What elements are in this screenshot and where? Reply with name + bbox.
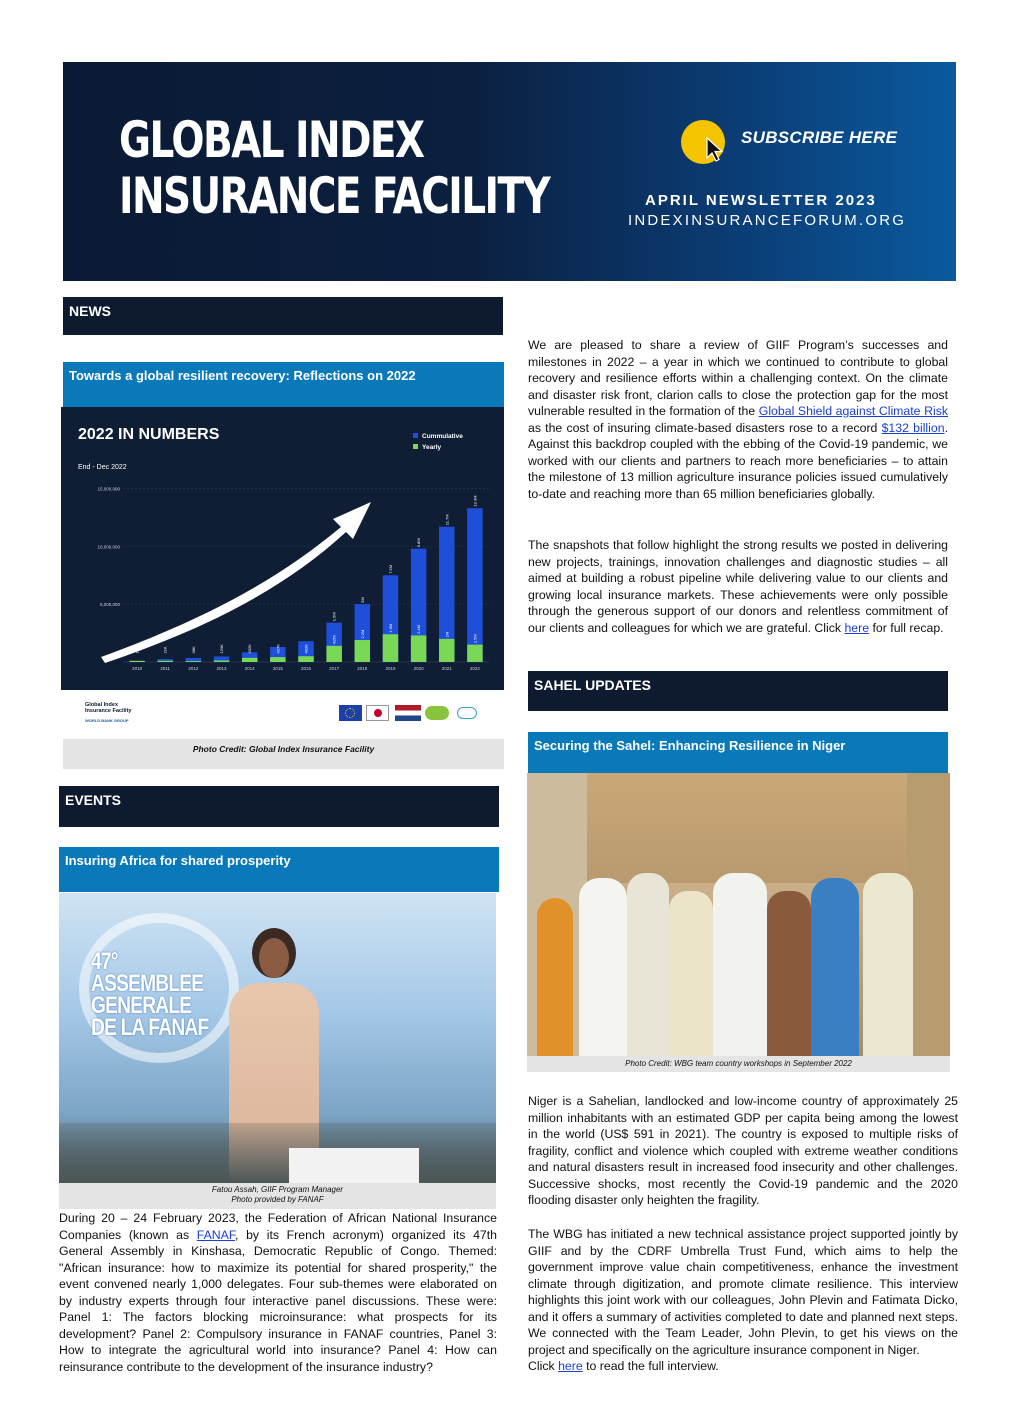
data-label-yearly: 2M bbox=[444, 631, 450, 638]
fanaf-caption-line2: Photo provided by FANAF bbox=[231, 1195, 324, 1204]
x-tick-label: 2017 bbox=[329, 666, 340, 671]
conference-table bbox=[289, 1148, 419, 1183]
news-paragraph-1 bbox=[528, 337, 948, 502]
news-p1-text-a: We are pleased to share a review of GIIF Program’s successes and milestones in 2022 – a year in which we continued to contribute to global recovery and resilience efforts within a challenging context. On the climate and disaster risk front, clarion calls to close the protection gap for the most vulnerable resulted in the formation of the bbox=[528, 338, 948, 418]
person-figure bbox=[713, 873, 767, 1056]
bar-yearly bbox=[355, 640, 370, 662]
y-tick-label: 15,000,000 bbox=[97, 486, 120, 492]
x-tick-label: 2022 bbox=[469, 666, 480, 671]
banner-title bbox=[119, 112, 549, 224]
data-label-yearly: 415K bbox=[331, 634, 337, 645]
partner-logo-blue-icon bbox=[457, 707, 477, 719]
giif-logo bbox=[85, 702, 131, 724]
events-subheader-label: Insuring Africa for shared prosperity bbox=[65, 853, 291, 868]
news-paragraph-2 bbox=[528, 537, 948, 636]
fanaf-caption-line1: Fatou Assah, GIIF Program Manager bbox=[211, 1185, 344, 1194]
banner-title-line2: INSURANCE FACILITY bbox=[119, 167, 550, 225]
data-label-cumulative: 11.7M bbox=[444, 514, 450, 526]
bar-yearly bbox=[214, 660, 229, 662]
person-figure bbox=[627, 873, 669, 1056]
sahel-header-label: SAHEL UPDATES bbox=[534, 677, 651, 693]
person-figure bbox=[537, 898, 573, 1056]
bar-yearly bbox=[411, 635, 426, 662]
fanaf-backdrop-line2: ASSEMBLEE bbox=[91, 970, 204, 997]
bar-yearly bbox=[298, 656, 313, 662]
subscribe-link[interactable]: SUBSCRIBE HERE bbox=[741, 128, 898, 147]
132-billion-link[interactable]: $132 billion bbox=[881, 420, 945, 435]
legend-label: Yearly bbox=[422, 444, 442, 451]
bar-yearly bbox=[186, 661, 201, 662]
niger-workshop-photo bbox=[527, 773, 950, 1056]
wbg-logo-text: WORLD BANK GROUP bbox=[85, 718, 129, 723]
x-tick-label: 2013 bbox=[216, 666, 227, 671]
chart-svg bbox=[61, 407, 504, 690]
japan-flag-icon bbox=[366, 705, 389, 721]
sahel-subheader bbox=[528, 732, 948, 773]
bar-yearly bbox=[467, 645, 482, 662]
data-label-yearly: 402K bbox=[303, 644, 309, 654]
eu-flag-icon bbox=[339, 705, 362, 721]
sahel-paragraph-3 bbox=[528, 1358, 958, 1375]
person-figure bbox=[863, 873, 913, 1056]
legend-swatch bbox=[413, 444, 418, 449]
global-shield-link[interactable]: Global Shield against Climate Risk bbox=[758, 404, 948, 418]
full-interview-link[interactable]: here bbox=[558, 1359, 583, 1373]
fanaf-photo-caption bbox=[59, 1183, 496, 1209]
events-paragraph bbox=[59, 1210, 497, 1375]
news-subheader-label: Towards a global resilient recovery: Reflections on 2022 bbox=[69, 368, 416, 383]
data-label-yearly: 2.2M bbox=[359, 629, 365, 639]
data-label-yearly: 1.5M bbox=[472, 634, 478, 644]
sahel-p3-text-a: Click bbox=[528, 1359, 559, 1373]
data-label-yearly: 1M bbox=[134, 647, 140, 654]
x-tick-label: 2016 bbox=[300, 666, 312, 671]
data-label-yearly: 432K bbox=[247, 644, 253, 654]
x-tick-label: 2020 bbox=[413, 666, 424, 671]
events-section-header bbox=[59, 786, 499, 827]
sahel-paragraph-1: Niger is a Sahelian, landlocked and low-income country of approximately 25 million inhabitants with an estimated GDP per capita being among the lowest in the world (US$ 591 in 2021). The country is exposed to multiple risks of fragility, conflict and violence which coupled with extreme weather conditions and natural disasters result in increased food insecurity and other challenges. Successive shocks, most recently the Covid-19 pandemic and the 2020 flooding disaster only heighten the fragility. bbox=[528, 1094, 958, 1207]
x-tick-label: 2019 bbox=[385, 666, 396, 671]
header-banner bbox=[63, 62, 956, 281]
y-tick-label: 10,000,000 bbox=[97, 544, 120, 550]
bar-yearly bbox=[270, 657, 285, 662]
sahel-section-header bbox=[528, 671, 948, 711]
data-label-cumulative: 9.8M bbox=[416, 538, 422, 548]
full-recap-link[interactable]: here bbox=[844, 620, 870, 635]
news-p2-text-b: for full recap. bbox=[869, 620, 944, 635]
person-figure bbox=[767, 891, 811, 1056]
y-tick-label: 5,000,000 bbox=[99, 602, 120, 608]
x-tick-label: 2010 bbox=[132, 666, 143, 671]
x-tick-label: 2018 bbox=[357, 666, 368, 671]
fanaf-backdrop-line4: DE LA FANAF bbox=[91, 1014, 209, 1041]
legend-label: Cummulative bbox=[422, 433, 463, 440]
data-label-yearly: 120K bbox=[219, 644, 225, 654]
bar-yearly bbox=[129, 661, 144, 662]
data-label-yearly: 21K bbox=[162, 646, 168, 654]
legend-swatch bbox=[413, 433, 418, 438]
events-header-label: EVENTS bbox=[65, 792, 122, 808]
chart-subtitle: End - Dec 2022 bbox=[78, 464, 127, 471]
partner-logo-green-icon bbox=[425, 706, 449, 720]
x-tick-label: 2015 bbox=[272, 666, 283, 671]
fanaf-backdrop-line3: GENERALE bbox=[91, 992, 192, 1019]
niger-photo-caption: Photo Credit: WBG team country workshops in September 2022 bbox=[527, 1056, 950, 1072]
data-label-cumulative: 7.5M bbox=[387, 564, 393, 574]
numbers-chart bbox=[61, 407, 504, 690]
sahel-subheader-label: Securing the Sahel: Enhancing Resilience in Niger bbox=[534, 738, 846, 753]
fanaf-link[interactable]: FANAF bbox=[196, 1227, 236, 1242]
cursor-click-icon[interactable] bbox=[703, 134, 733, 164]
news-photo-credit: Photo Credit: Global Index Insurance Facility bbox=[63, 739, 504, 769]
news-p2-text-a: The snapshots that follow highlight the strong results we posted in delivering new projects, trainings, innovation challenges and diagnostic studies – all aimed at building a robust pipeline while delivering value to our clients and growing local insurance markets. These achievements were only possible through the generous support of our donors and relentless commitment of our clients and colleagues for which we are grateful. Click bbox=[528, 538, 948, 635]
data-label-yearly: 427K bbox=[275, 644, 281, 654]
fanaf-speaker-photo bbox=[59, 893, 496, 1183]
x-tick-label: 2011 bbox=[160, 666, 171, 671]
data-label-yearly: 38K bbox=[190, 646, 196, 654]
giif-logo-line2: Insurance Facility bbox=[85, 708, 132, 714]
data-label-cumulative: 5M bbox=[359, 597, 365, 603]
sahel-paragraph-2: The WBG has initiated a new technical assistance project supported jointly by GIIF and by the CDRF Umbrella Trust Fund, which aims to help the government improve value chain competitiveness, enhance the investment climate through digitization, and promote climate resilience. This interview highlights this joint work with our colleagues, John Plevin and Fatimata Dicko, and it offers a summary of activities completed to date and planned next steps. We connected with the Team Leader, John Plevin, to get his views on the project and specifically on the agriculture insurance component in Niger. bbox=[528, 1227, 958, 1357]
person-figure bbox=[579, 878, 627, 1056]
x-tick-label: 2012 bbox=[188, 666, 199, 671]
fanaf-backdrop-text bbox=[91, 948, 209, 1041]
news-subheader bbox=[63, 362, 504, 407]
x-tick-label: 2021 bbox=[441, 666, 452, 671]
partner-logos bbox=[61, 690, 504, 739]
news-section-header bbox=[63, 297, 503, 335]
bar-yearly bbox=[383, 634, 398, 662]
news-header-label: NEWS bbox=[69, 303, 111, 319]
person-figure bbox=[811, 878, 859, 1056]
fanaf-backdrop-line1: 47° bbox=[91, 948, 118, 975]
data-label-yearly: 1.6M bbox=[387, 623, 393, 633]
events-subheader bbox=[59, 847, 499, 892]
netherlands-flag-icon bbox=[395, 705, 421, 721]
x-tick-label: 2014 bbox=[244, 666, 255, 671]
giif-logo-line1: Global Index bbox=[85, 702, 119, 708]
banner-title-line1: GLOBAL INDEX bbox=[119, 111, 424, 169]
data-label-cumulative: 1.5M bbox=[331, 612, 337, 622]
chart-title: 2022 IN NUMBERS bbox=[78, 426, 220, 443]
news-p1-text-c: . Against this backdrop coupled with the ebbing of the Covid-19 pandemic, we worked with our clients and partners to reach more beneficiaries – to attain the milestone of 13 million agriculture insurance policies issued cumulatively to-date and reaching more than 65 million beneficiaries globally. bbox=[528, 420, 948, 501]
bar-yearly bbox=[439, 639, 454, 662]
sahel-p3-text-b: to read the full interview. bbox=[582, 1359, 719, 1373]
data-label-cumulative: 13.3M bbox=[472, 495, 478, 507]
website-url[interactable]: INDEXINSURANCEFORUM.ORG bbox=[628, 212, 907, 229]
events-text-a: During 20 – 24 February 2023, the Federation of African National Insurance Companies (known as bbox=[59, 1211, 497, 1242]
news-p1-text-b: as the cost of insuring climate-based disasters rose to a record bbox=[528, 420, 882, 435]
events-text-b: , by its French acronym) organized its 47th General Assembly in Kinshasa, Democratic Republic of Congo. Themed: "African insurance: how to maximize its potential for shared prosperity," the event convened nearly 1,000 delegates. Four sub-themes were elaborated on by industry experts through four interactive panel discussions. These were: Panel 1: The factors blocking microinsurance: what prospects for its development? Panel 2: Compulsory insurance in FANAF countries, Panel 3: How to integrate the agricultural world into insurance? Panel 4: How can reinsurance contribute to the development of the insurance industry? bbox=[59, 1227, 498, 1374]
person-figure bbox=[669, 891, 713, 1056]
bar-yearly bbox=[242, 658, 257, 662]
newsletter-date: APRIL NEWSLETTER 2023 bbox=[645, 192, 877, 209]
data-label-yearly: 2.4M bbox=[416, 625, 422, 634]
bar-yearly bbox=[326, 646, 341, 662]
bar-yearly bbox=[157, 661, 172, 662]
